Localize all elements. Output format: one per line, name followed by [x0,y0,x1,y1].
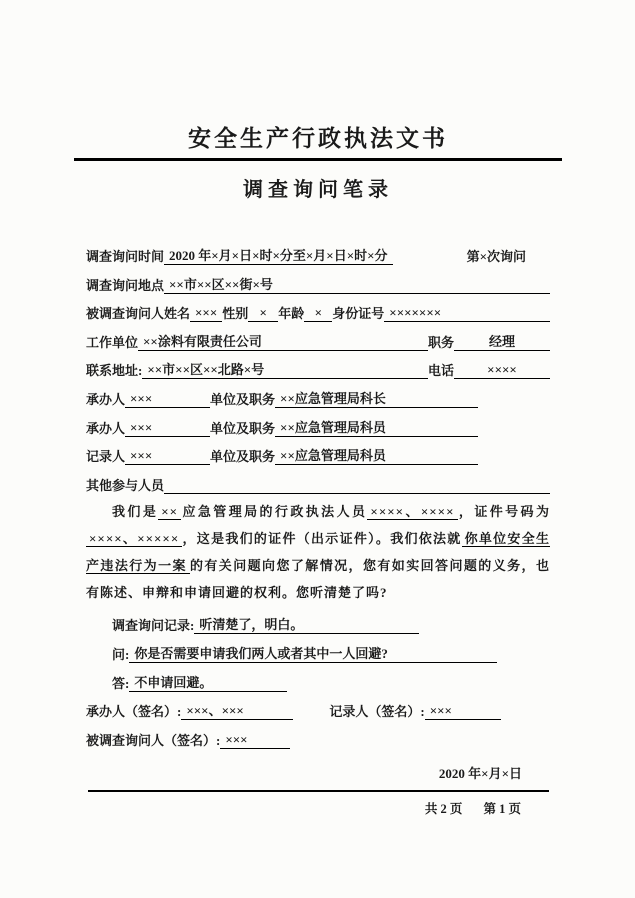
record-label: 调查询问记录: [112,618,195,634]
recorder-name: ××× [125,448,210,465]
work-unit-value: ××涂料有限责任公司 [138,331,428,351]
page-indicator [88,799,549,817]
address-label: 联系地址: [86,363,143,379]
statement-seg1: 我们是 [112,503,159,519]
case-name-value: 你单位安全生产违法行为一案 [86,530,550,573]
field-row-time [86,236,550,265]
id-value: ××××××× [384,305,550,322]
statement-paragraph [86,498,550,606]
location-label: 调查询问地点 [86,277,165,293]
handler1-label: 承办人 [86,392,126,407]
others-value [164,493,550,494]
recorder-unit-label: 单位及职务 [210,449,276,465]
phone-value: ×××× [454,362,550,379]
handler2-unit-value: ××应急管理局科员 [275,417,478,437]
answer-row [112,663,550,692]
form-body [86,236,550,781]
age-label: 年龄 [278,306,305,322]
session-count: 第×次询问 [466,249,526,265]
bureau-value: ×× [158,504,181,520]
officers-value: ××××、×××× [367,504,457,520]
recorder-signature-label: 记录人（签名）: [329,704,425,720]
recorder-signature-value: ××× [425,703,501,720]
recorder-label: 记录人 [86,449,126,465]
handlers-signature-value: ×××、××× [181,700,293,720]
job-title-label: 职务 [427,334,454,350]
question-label: 问: [112,646,130,662]
current-page: 第 1 页 [483,802,521,816]
handler1-unit-label: 单位及职务 [210,392,276,407]
job-title-value: 经理 [454,331,550,351]
field-row-handler2 [86,408,550,437]
statement-seg3: ，证件号码为 [457,503,550,519]
statement-seg4: ，这是我们的证件（出示证件）。我们依法就 [182,530,462,546]
document-title: 调查询问笔录 [243,179,393,202]
answer-label: 答: [112,675,130,691]
record-value: 听清楚了，明白。 [194,614,419,634]
person-name-value: ××× [190,305,222,322]
record-row [112,606,550,635]
gender-value: × [248,305,278,322]
signature-row-interviewee [86,720,550,749]
interviewee-signature-value: ××× [220,732,290,749]
field-row-handler1 [86,379,550,408]
work-unit-label: 工作单位 [86,334,139,350]
document-header-title: 安全生产行政执法文书 [188,126,448,151]
interviewee-signature-label: 被调查询问人（签名）: [86,732,221,748]
recorder-unit-value: ××应急管理局科员 [275,445,478,465]
handler1-name: ××× [125,391,210,408]
time-label: 调查询问时间 [86,249,165,265]
document-date: 2020 年×月×日 [438,765,522,781]
answer-value: 不申请回避。 [129,672,287,692]
question-row [112,634,550,663]
gender-label: 性别 [222,306,249,322]
handler2-unit-label: 单位及职务 [210,420,276,436]
footer-divider [88,790,549,817]
field-row-contact [86,351,550,380]
phone-label: 电话 [427,363,454,379]
handlers-signature-label: 承办人（签名）: [86,704,182,720]
title-divider [74,158,562,161]
location-value: ××市××区××街×号 [164,274,550,294]
age-value: × [304,305,332,322]
handler2-name: ××× [125,420,210,437]
field-row-recorder [86,437,550,466]
field-row-location [86,265,550,294]
others-label: 其他参与人员 [86,477,165,493]
cert-numbers-value: ××××、××××× [86,531,182,547]
handler2-label: 承办人 [86,420,126,436]
time-value: 2020 年×月×日×时×分至×月×日×时×分 [164,245,393,265]
statement-seg2: 应急管理局的行政执法人员 [181,503,368,519]
field-row-others [86,465,550,494]
person-name-label: 被调查询问人姓名 [86,306,191,322]
handler1-unit-value: ××应急管理局科长 [275,388,478,408]
field-row-work [86,322,550,351]
field-row-person [86,294,550,323]
signature-row-handlers [86,692,550,721]
total-pages: 共 2 页 [424,802,463,816]
id-label: 身份证号 [332,306,385,322]
statement-seg5: 的有关问题向您了解情况，您有如实回答问题的义务，也有陈述、申辩和申请回避的权利。您听清楚了吗? [86,557,550,600]
question-value: 你是否需要申请我们两人或者其中一人回避? [129,643,497,663]
address-value: ××市××区××北路×号 [142,359,428,379]
